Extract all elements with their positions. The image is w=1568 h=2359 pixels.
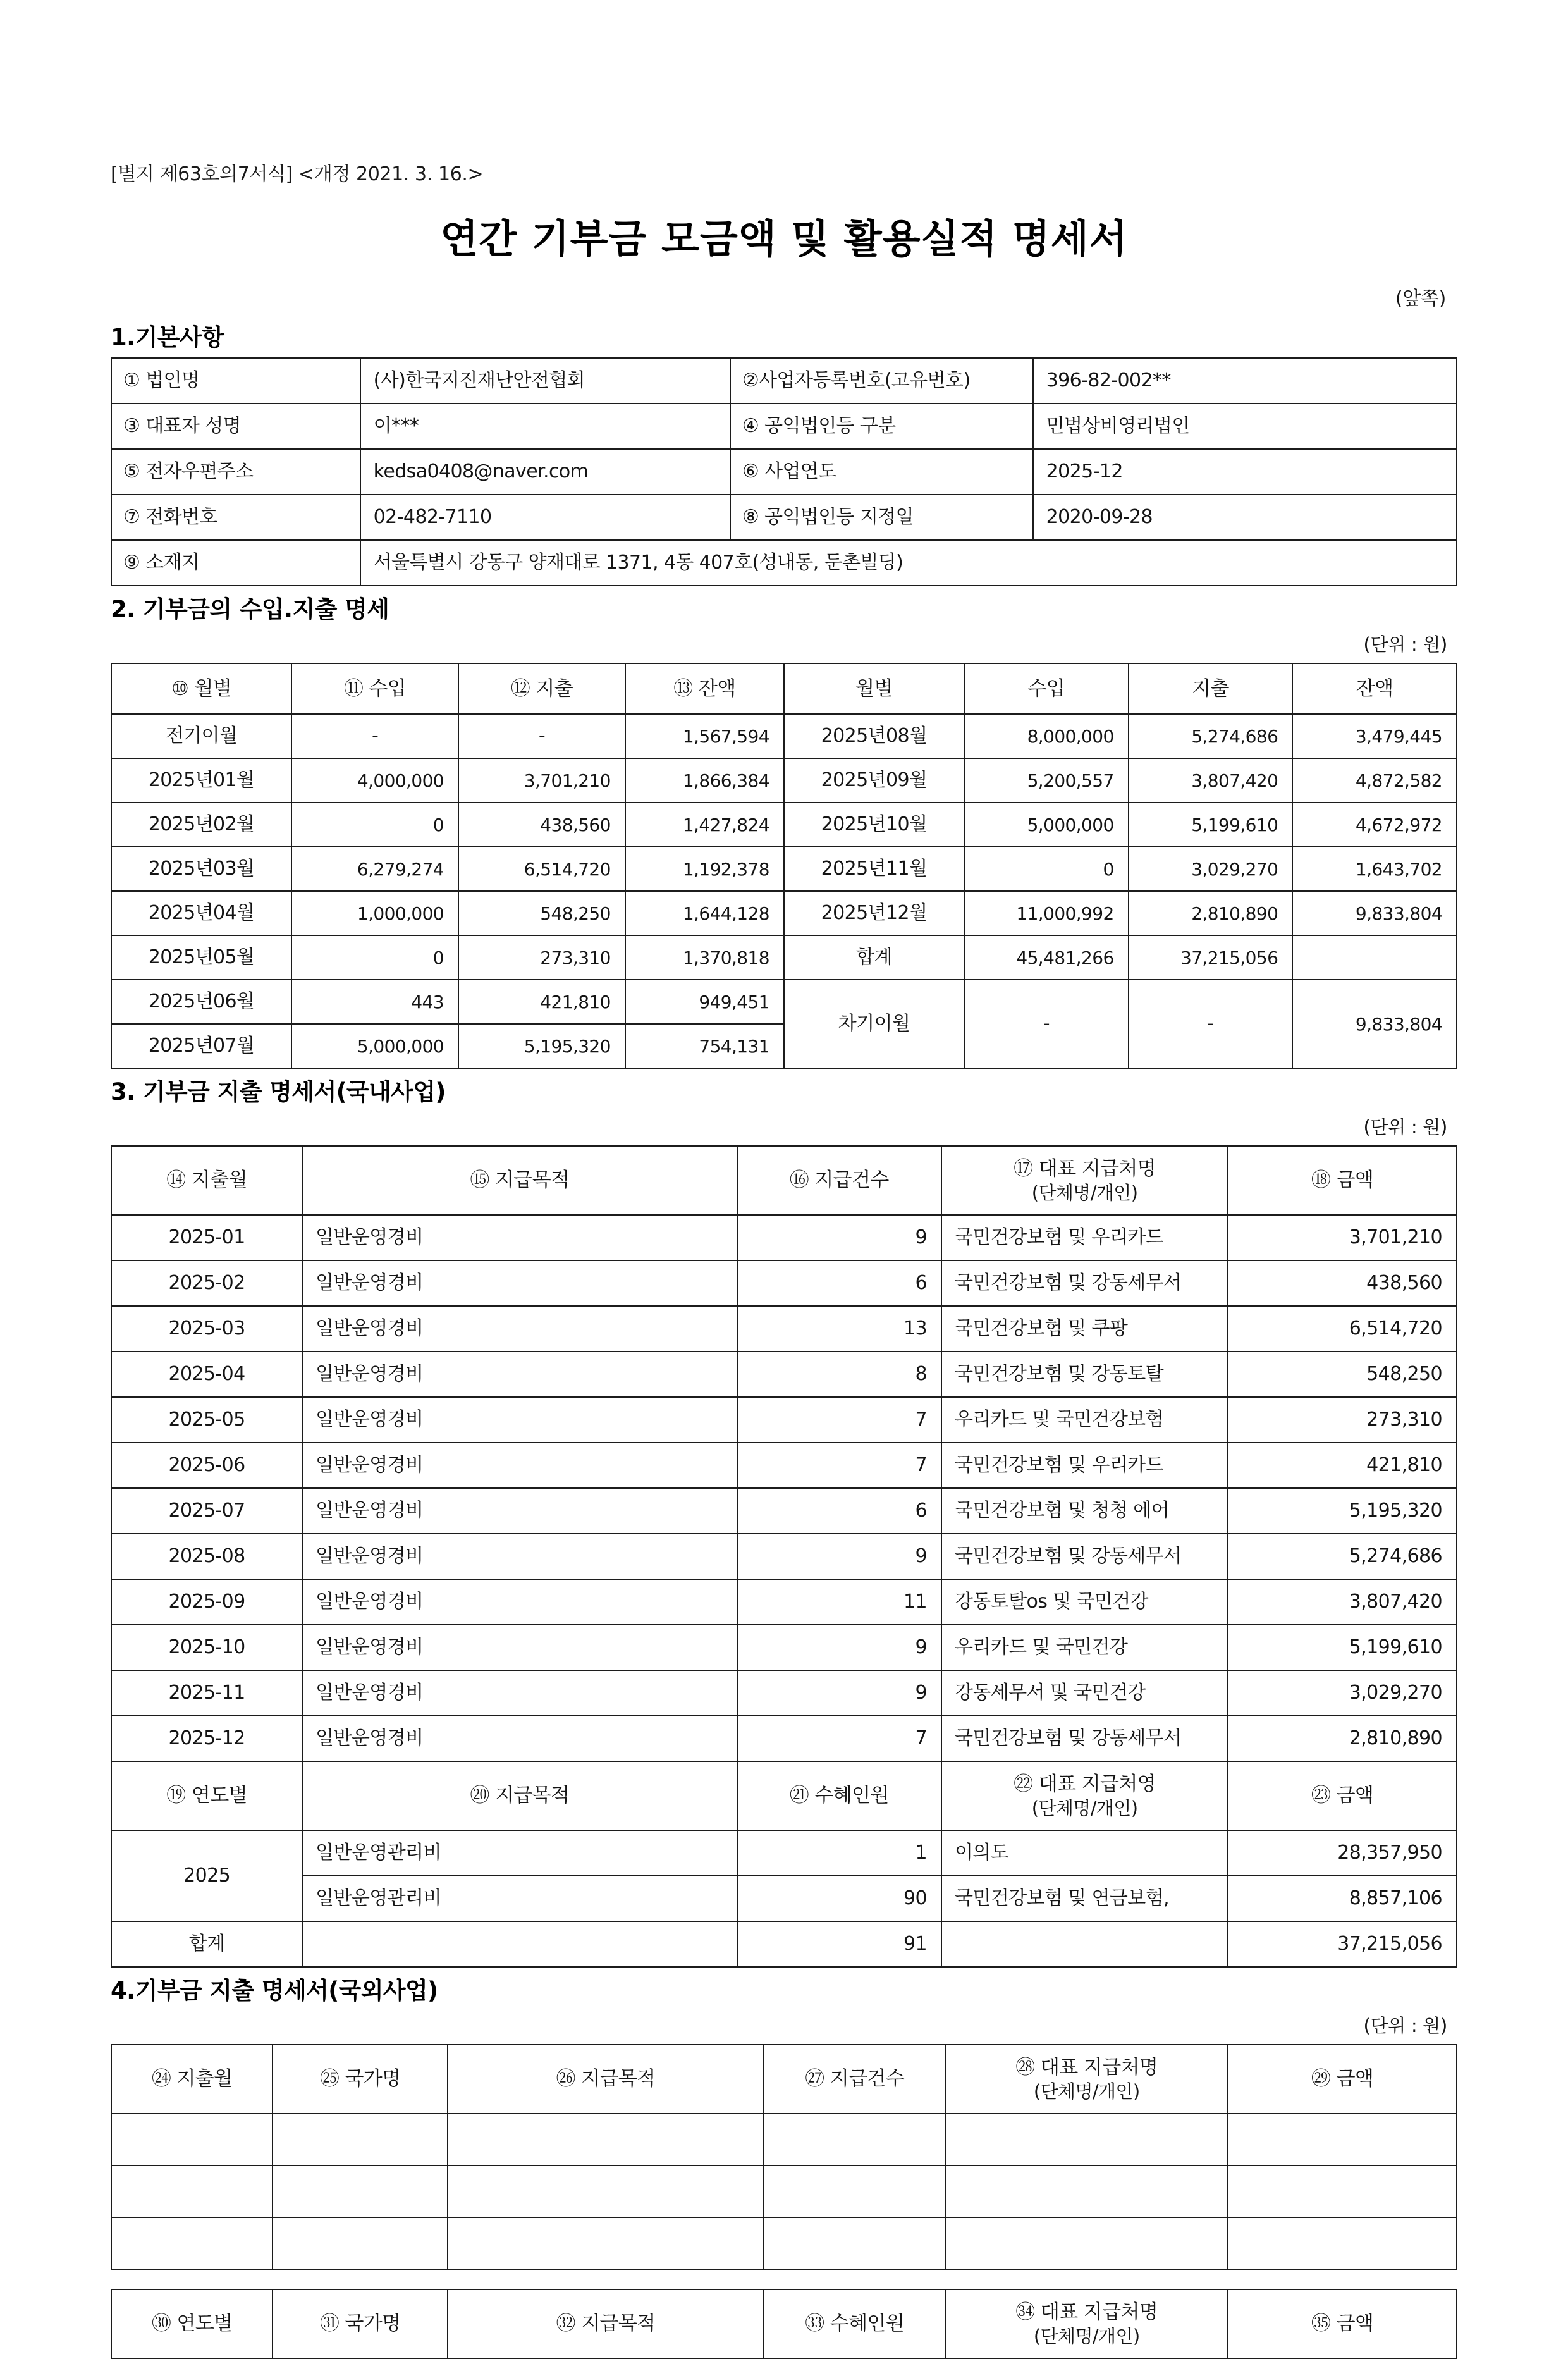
payee-cell: 국민건강보험 및 강동토탈 — [941, 1352, 1228, 1397]
payee-cell: 강동토탈os 및 국민건강 — [941, 1579, 1228, 1625]
phone-label: ⑦ 전화번호 — [111, 495, 360, 540]
yearly-payee-cell: 국민건강보험 및 연금보험, — [941, 1876, 1228, 1921]
col-beneficiary-count: ㉑ 수혜인원 — [737, 1761, 941, 1830]
table-row — [111, 1397, 1457, 1443]
table-row — [111, 403, 1457, 449]
overseas-country-cell — [273, 2165, 448, 2217]
col-overseas-yearly-country: ㉛ 국가명 — [273, 2289, 448, 2358]
count-cell: 7 — [737, 1443, 941, 1488]
purpose-cell: 일반운영경비 — [302, 1397, 737, 1443]
table-row — [111, 935, 1457, 980]
col-balance-left: ⑬ 잔액 — [625, 663, 784, 714]
total-balance-cell — [1292, 935, 1457, 980]
expense-month-cell: 2025-07 — [111, 1488, 302, 1534]
col-overseas-yearly-amount: ㉟ 금액 — [1228, 2289, 1457, 2358]
table-row — [111, 1488, 1457, 1534]
income-cell: 1,000,000 — [291, 891, 458, 935]
overseas-country-cell — [273, 2114, 448, 2165]
table-row — [111, 1215, 1457, 1260]
expense-month-cell: 2025-04 — [111, 1352, 302, 1397]
col-income-right: 수입 — [964, 663, 1129, 714]
amount-cell: 5,195,320 — [1228, 1488, 1457, 1534]
payee-cell: 국민건강보험 및 쿠팡 — [941, 1306, 1228, 1352]
balance-cell: 1,370,818 — [625, 935, 784, 980]
purpose-cell: 일반운영경비 — [302, 1670, 737, 1716]
amount-cell: 3,807,420 — [1228, 1579, 1457, 1625]
beneficiary-count-cell: 1 — [737, 1830, 941, 1876]
overseas-amount-cell — [1228, 2165, 1457, 2217]
count-cell: 6 — [737, 1488, 941, 1534]
table-row — [111, 540, 1457, 586]
income-cell: 5,000,000 — [964, 803, 1129, 847]
business-number-value: 396-82-002** — [1033, 358, 1457, 403]
count-cell: 11 — [737, 1579, 941, 1625]
table-row — [111, 449, 1457, 495]
section4-heading: 4.기부금 지출 명세서(국외사업) — [111, 1977, 438, 2004]
amount-cell: 548,250 — [1228, 1352, 1457, 1397]
expense-month-cell: 2025-06 — [111, 1443, 302, 1488]
col-overseas-payee-main: ㉘ 대표 지급처명 — [1015, 2056, 1158, 2079]
amount-cell: 5,274,686 — [1228, 1534, 1457, 1579]
table-row — [111, 1352, 1457, 1397]
corp-name-value: (사)한국지진재난안전협회 — [360, 358, 730, 403]
beneficiary-count-cell: 90 — [737, 1876, 941, 1921]
grand-total-amount: 37,215,056 — [1228, 1921, 1457, 1967]
overseas-expense-detail-table — [111, 2044, 1457, 2270]
expense-month-cell: 2025-02 — [111, 1260, 302, 1306]
total-income-cell: 45,481,266 — [964, 935, 1129, 980]
expense-cell: 5,199,610 — [1129, 803, 1293, 847]
col-overseas-yearly-payee — [945, 2289, 1228, 2358]
month-cell: 2025년04월 — [111, 891, 291, 935]
col-expense-month: ⑭ 지출월 — [111, 1146, 302, 1215]
address-label: ⑨ 소재지 — [111, 540, 360, 586]
col-overseas-count: ㉗ 지급건수 — [764, 2045, 945, 2114]
purpose-cell: 일반운영경비 — [302, 1534, 737, 1579]
month-cell: 2025년09월 — [784, 758, 964, 803]
year-cell: 2025 — [111, 1830, 302, 1921]
overseas-purpose-cell — [448, 2217, 764, 2269]
balance-cell: 1,644,128 — [625, 891, 784, 935]
balance-cell: 3,479,445 — [1292, 714, 1457, 758]
expense-cell: 5,195,320 — [458, 1024, 625, 1068]
section3-unit-note: (단위 : 원) — [1363, 1116, 1447, 1138]
table-row — [111, 847, 1457, 891]
purpose-cell: 일반운영경비 — [302, 1215, 737, 1260]
table-row — [111, 1876, 1457, 1921]
corp-type-value: 민법상비영리법인 — [1033, 403, 1457, 449]
grand-total-count: 91 — [737, 1921, 941, 1967]
income-cell: 0 — [291, 935, 458, 980]
expense-cell: 421,810 — [458, 980, 625, 1024]
balance-cell: 4,872,582 — [1292, 758, 1457, 803]
payee-cell: 국민건강보험 및 강동세무서 — [941, 1534, 1228, 1579]
overseas-amount-cell — [1228, 2114, 1457, 2165]
expense-cell: 3,807,420 — [1129, 758, 1293, 803]
purpose-cell: 일반운영경비 — [302, 1443, 737, 1488]
domestic-expense-detail-table — [111, 1145, 1457, 1968]
email-label: ⑤ 전자우편주소 — [111, 449, 360, 495]
month-cell: 2025년08월 — [784, 714, 964, 758]
overseas-payee-cell — [945, 2114, 1228, 2165]
amount-cell: 421,810 — [1228, 1443, 1457, 1488]
month-cell: 2025년02월 — [111, 803, 291, 847]
col-month-right: 월별 — [784, 663, 964, 714]
phone-value: 02-482-7110 — [360, 495, 730, 540]
table-row — [111, 1670, 1457, 1716]
count-cell: 7 — [737, 1397, 941, 1443]
month-cell: 2025년10월 — [784, 803, 964, 847]
balance-cell: 1,567,594 — [625, 714, 784, 758]
business-number-label: ②사업자등록번호(고유번호) — [730, 358, 1033, 403]
purpose-cell: 일반운영경비 — [302, 1260, 737, 1306]
yearly-header-row — [111, 1761, 1457, 1830]
table-row — [111, 1534, 1457, 1579]
total-label: 합계 — [784, 935, 964, 980]
payee-cell: 국민건강보험 및 우리카드 — [941, 1443, 1228, 1488]
carryover-balance-cell: 9,833,804 — [1292, 980, 1457, 1068]
amount-cell: 273,310 — [1228, 1397, 1457, 1443]
amount-cell: 5,199,610 — [1228, 1625, 1457, 1670]
representative-label: ③ 대표자 성명 — [111, 403, 360, 449]
payee-cell: 국민건강보험 및 우리카드 — [941, 1215, 1228, 1260]
amount-cell: 3,701,210 — [1228, 1215, 1457, 1260]
table-row — [111, 2165, 1457, 2217]
col-overseas-month: ㉔ 지출월 — [111, 2045, 273, 2114]
table-row — [111, 2114, 1457, 2165]
carryover-expense-cell: - — [1129, 980, 1293, 1068]
corp-name-label: ① 법인명 — [111, 358, 360, 403]
overseas-month-cell — [111, 2114, 273, 2165]
grand-total-label: 합계 — [111, 1921, 302, 1967]
overseas-country-cell — [273, 2217, 448, 2269]
section2-unit-note: (단위 : 원) — [1363, 634, 1447, 655]
amount-cell: 2,810,890 — [1228, 1716, 1457, 1761]
email-value: kedsa0408@naver.com — [360, 449, 730, 495]
count-cell: 6 — [737, 1260, 941, 1306]
col-overseas-yearly-payee-main: ㉞ 대표 지급처명 — [1015, 2301, 1158, 2324]
yearly-payee-cell: 이의도 — [941, 1830, 1228, 1876]
count-cell: 13 — [737, 1306, 941, 1352]
month-cell: 2025년12월 — [784, 891, 964, 935]
income-cell: 4,000,000 — [291, 758, 458, 803]
balance-cell: 1,192,378 — [625, 847, 784, 891]
section2-heading: 2. 기부금의 수입.지출 명세 — [111, 596, 389, 623]
overseas-payee-cell — [945, 2165, 1228, 2217]
count-cell: 9 — [737, 1534, 941, 1579]
representative-value: 이*** — [360, 403, 730, 449]
payee-cell: 우리카드 및 국민건강보험 — [941, 1397, 1228, 1443]
overseas-month-cell — [111, 2217, 273, 2269]
col-overseas-amount: ㉙ 금액 — [1228, 2045, 1457, 2114]
table-row — [111, 803, 1457, 847]
purpose-cell: 일반운영경비 — [302, 1625, 737, 1670]
table-row — [111, 1830, 1457, 1876]
balance-cell: 1,643,702 — [1292, 847, 1457, 891]
expense-cell: 3,701,210 — [458, 758, 625, 803]
expense-cell: 548,250 — [458, 891, 625, 935]
designation-date-label: ⑧ 공익법인등 지정일 — [730, 495, 1033, 540]
form-reference: [별지 제63호의7서식] <개정 2021. 3. 16.> — [111, 163, 484, 185]
col-yearly-payee-sub: (단체명/개인) — [1031, 1797, 1138, 1819]
col-amount: ⑱ 금액 — [1228, 1146, 1457, 1215]
col-income-left: ⑪ 수입 — [291, 663, 458, 714]
amount-cell: 6,514,720 — [1228, 1306, 1457, 1352]
col-payee-name-main: ⑰ 대표 지급처명 — [1014, 1157, 1156, 1180]
expense-month-cell: 2025-05 — [111, 1397, 302, 1443]
count-cell: 9 — [737, 1215, 941, 1260]
balance-cell: 4,672,972 — [1292, 803, 1457, 847]
col-payment-count: ⑯ 지급건수 — [737, 1146, 941, 1215]
grand-total-payee — [941, 1921, 1228, 1967]
balance-cell: 949,451 — [625, 980, 784, 1024]
col-overseas-year: ㉚ 연도별 — [111, 2289, 273, 2358]
yearly-amount-cell: 8,857,106 — [1228, 1876, 1457, 1921]
expense-cell: - — [458, 714, 625, 758]
payee-cell: 강동세무서 및 국민건강 — [941, 1670, 1228, 1716]
yearly-purpose-cell: 일반운영관리비 — [302, 1830, 737, 1876]
col-month-left: ⑩ 월별 — [111, 663, 291, 714]
section1-heading: 1.기본사항 — [111, 324, 224, 351]
overseas-purpose-cell — [448, 2114, 764, 2165]
col-payee-name-sub: (단체명/개인) — [1031, 1181, 1138, 1204]
purpose-cell: 일반운영경비 — [302, 1488, 737, 1534]
income-cell: 0 — [964, 847, 1129, 891]
balance-cell: 9,833,804 — [1292, 891, 1457, 935]
table-header-row — [111, 2045, 1457, 2114]
col-expense-right: 지출 — [1129, 663, 1293, 714]
expense-cell: 5,274,686 — [1129, 714, 1293, 758]
carryover-label: 차기이월 — [784, 980, 964, 1068]
table-row — [111, 891, 1457, 935]
col-balance-right: 잔액 — [1292, 663, 1457, 714]
expense-cell: 3,029,270 — [1129, 847, 1293, 891]
table-header-row — [111, 663, 1457, 714]
basic-information-table — [111, 357, 1457, 586]
month-cell: 전기이월 — [111, 714, 291, 758]
table-row — [111, 714, 1457, 758]
col-yearly-payee-name — [941, 1761, 1228, 1830]
col-overseas-payee-sub: (단체명/개인) — [1033, 2080, 1140, 2102]
fiscal-year-value: 2025-12 — [1033, 449, 1457, 495]
balance-cell: 1,866,384 — [625, 758, 784, 803]
carryover-income-cell: - — [964, 980, 1129, 1068]
overseas-count-cell — [764, 2114, 945, 2165]
col-overseas-yearly-purpose: ㉜ 지급목적 — [448, 2289, 764, 2358]
month-cell: 2025년03월 — [111, 847, 291, 891]
table-row — [111, 1443, 1457, 1488]
purpose-cell: 일반운영경비 — [302, 1306, 737, 1352]
table-row — [111, 495, 1457, 540]
table-row — [111, 1306, 1457, 1352]
overseas-payee-cell — [945, 2217, 1228, 2269]
col-yearly-payee-main: ㉒ 대표 지급처영 — [1014, 1773, 1156, 1795]
count-cell: 9 — [737, 1670, 941, 1716]
month-cell: 2025년06월 — [111, 980, 291, 1024]
overseas-amount-cell — [1228, 2217, 1457, 2269]
col-overseas-yearly-payee-sub: (단체명/개인) — [1033, 2325, 1140, 2347]
page-side-note: (앞쪽) — [1395, 288, 1446, 310]
expense-month-cell: 2025-10 — [111, 1625, 302, 1670]
income-cell: 6,279,274 — [291, 847, 458, 891]
col-overseas-beneficiary-count: ㉝ 수혜인원 — [764, 2289, 945, 2358]
expense-cell: 438,560 — [458, 803, 625, 847]
designation-date-value: 2020-09-28 — [1033, 495, 1457, 540]
grand-total-purpose — [302, 1921, 737, 1967]
col-yearly-purpose: ⑳ 지급목적 — [302, 1761, 737, 1830]
table-row — [111, 358, 1457, 403]
income-cell: - — [291, 714, 458, 758]
expense-month-cell: 2025-01 — [111, 1215, 302, 1260]
col-country-name: ㉕ 국가명 — [273, 2045, 448, 2114]
total-expense-cell: 37,215,056 — [1129, 935, 1293, 980]
count-cell: 7 — [737, 1716, 941, 1761]
income-cell: 11,000,992 — [964, 891, 1129, 935]
expense-month-cell: 2025-12 — [111, 1716, 302, 1761]
purpose-cell: 일반운영경비 — [302, 1579, 737, 1625]
payee-cell: 국민건강보험 및 강동세무서 — [941, 1716, 1228, 1761]
table-row — [111, 1579, 1457, 1625]
table-row — [111, 980, 1457, 1024]
yearly-amount-cell: 28,357,950 — [1228, 1830, 1457, 1876]
income-cell: 443 — [291, 980, 458, 1024]
count-cell: 8 — [737, 1352, 941, 1397]
count-cell: 9 — [737, 1625, 941, 1670]
col-overseas-purpose: ㉖ 지급목적 — [448, 2045, 764, 2114]
purpose-cell: 일반운영경비 — [302, 1352, 737, 1397]
expense-month-cell: 2025-11 — [111, 1670, 302, 1716]
col-overseas-payee — [945, 2045, 1228, 2114]
document-title: 연간 기부금 모금액 및 활용실적 명세서 — [440, 216, 1128, 262]
col-payment-purpose: ⑮ 지급목적 — [302, 1146, 737, 1215]
fiscal-year-label: ⑥ 사업연도 — [730, 449, 1033, 495]
overseas-count-cell — [764, 2217, 945, 2269]
section3-heading: 3. 기부금 지출 명세서(국내사업) — [111, 1078, 446, 1106]
month-cell: 2025년05월 — [111, 935, 291, 980]
balance-cell: 1,427,824 — [625, 803, 784, 847]
table-row — [111, 758, 1457, 803]
expense-cell: 273,310 — [458, 935, 625, 980]
donation-income-expense-table — [111, 663, 1457, 1069]
section4-unit-note: (단위 : 원) — [1363, 2015, 1447, 2036]
month-cell: 2025년11월 — [784, 847, 964, 891]
section4-row-gap — [111, 2270, 1457, 2289]
overseas-month-cell — [111, 2165, 273, 2217]
expense-cell: 2,810,890 — [1129, 891, 1293, 935]
income-cell: 8,000,000 — [964, 714, 1129, 758]
col-payee-name — [941, 1146, 1228, 1215]
income-cell: 0 — [291, 803, 458, 847]
table-row — [111, 1260, 1457, 1306]
expense-cell: 6,514,720 — [458, 847, 625, 891]
payee-cell: 국민건강보험 및 청청 에어 — [941, 1488, 1228, 1534]
amount-cell: 3,029,270 — [1228, 1670, 1457, 1716]
payee-cell: 국민건강보험 및 강동세무서 — [941, 1260, 1228, 1306]
month-cell: 2025년01월 — [111, 758, 291, 803]
balance-cell: 754,131 — [625, 1024, 784, 1068]
purpose-cell: 일반운영경비 — [302, 1716, 737, 1761]
overseas-purpose-cell — [448, 2165, 764, 2217]
expense-month-cell: 2025-09 — [111, 1579, 302, 1625]
table-row — [111, 2217, 1457, 2269]
yearly-purpose-cell: 일반운영관리비 — [302, 1876, 737, 1921]
overseas-yearly-summary-table — [111, 2289, 1457, 2359]
overseas-count-cell — [764, 2165, 945, 2217]
payee-cell: 우리카드 및 국민건강 — [941, 1625, 1228, 1670]
table-row — [111, 1625, 1457, 1670]
income-cell: 5,200,557 — [964, 758, 1129, 803]
table-header-row — [111, 1146, 1457, 1215]
table-row — [111, 1716, 1457, 1761]
col-yearly-amount: ㉓ 금액 — [1228, 1761, 1457, 1830]
amount-cell: 438,560 — [1228, 1260, 1457, 1306]
col-year: ⑲ 연도별 — [111, 1761, 302, 1830]
income-cell: 5,000,000 — [291, 1024, 458, 1068]
corp-type-label: ④ 공익법인등 구분 — [730, 403, 1033, 449]
address-value: 서울특별시 강동구 양재대로 1371, 4동 407호(성내동, 둔촌빌딩) — [360, 540, 1457, 586]
col-expense-left: ⑫ 지출 — [458, 663, 625, 714]
yearly-header-row — [111, 2289, 1457, 2358]
total-row — [111, 1921, 1457, 1967]
month-cell: 2025년07월 — [111, 1024, 291, 1068]
expense-month-cell: 2025-08 — [111, 1534, 302, 1579]
expense-month-cell: 2025-03 — [111, 1306, 302, 1352]
